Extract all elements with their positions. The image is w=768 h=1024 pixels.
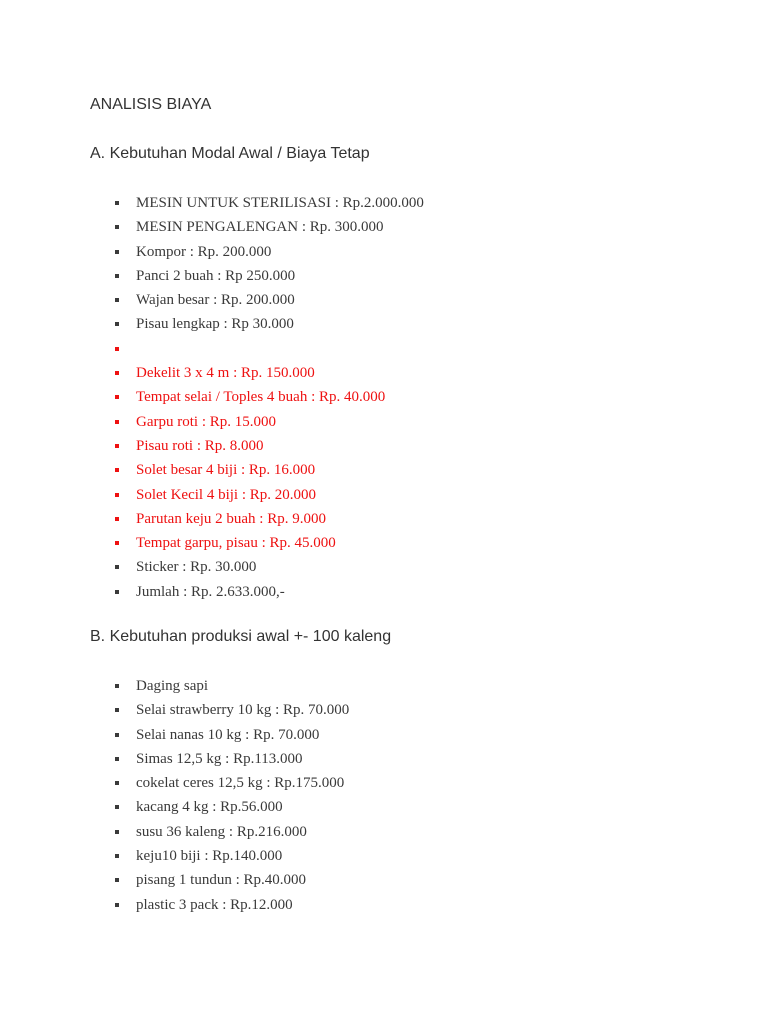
section-a-item-text: Sticker : Rp. 30.000 (136, 559, 257, 576)
square-bullet-icon (115, 298, 119, 302)
square-bullet-icon (115, 590, 119, 594)
square-bullet-icon (115, 347, 119, 351)
square-bullet-icon (115, 322, 119, 326)
section-b-item-text: Selai nanas 10 kg : Rp. 70.000 (136, 726, 320, 743)
square-bullet-icon (115, 830, 119, 834)
square-bullet-icon (115, 541, 119, 545)
square-bullet-icon (115, 565, 119, 569)
section-a-item-text: MESIN PENGALENGAN : Rp. 300.000 (136, 219, 384, 236)
square-bullet-icon (115, 274, 119, 278)
square-bullet-icon (115, 225, 119, 229)
square-bullet-icon (115, 757, 119, 761)
section-a-item-text: Dekelit 3 x 4 m : Rp. 150.000 (136, 365, 315, 382)
square-bullet-icon (115, 805, 119, 809)
section-a-item-text: Pisau lengkap : Rp 30.000 (136, 316, 294, 333)
square-bullet-icon (115, 854, 119, 858)
section-a-item-text: Solet Kecil 4 biji : Rp. 20.000 (136, 486, 316, 503)
section-a-item-text: Jumlah : Rp. 2.633.000,- (136, 583, 285, 600)
section-a-item-text: Solet besar 4 biji : Rp. 16.000 (136, 462, 316, 479)
square-bullet-icon (115, 684, 119, 688)
section-a-item-text: Tempat garpu, pisau : Rp. 45.000 (136, 535, 336, 552)
square-bullet-icon (115, 708, 119, 712)
section-b-item-text: Daging sapi (136, 678, 209, 694)
section-a-item-text: MESIN UNTUK STERILISASI : Rp.2.000.000 (136, 195, 424, 211)
square-bullet-icon (115, 371, 119, 375)
square-bullet-icon (115, 781, 119, 785)
section-b-item-text: Simas 12,5 kg : Rp.113.000 (136, 750, 303, 767)
section-b-item-text: pisang 1 tundun : Rp.40.000 (136, 872, 307, 889)
section-b-item-text: Selai strawberry 10 kg : Rp. 70.000 (136, 702, 350, 719)
section-a-item-text: Panci 2 buah : Rp 250.000 (136, 267, 296, 284)
section-a-item-text: Wajan besar : Rp. 200.000 (136, 292, 295, 309)
square-bullet-icon (115, 878, 119, 882)
section-a-item-text: Kompor : Rp. 200.000 (136, 243, 272, 260)
section-b-item-text: cokelat ceres 12,5 kg : Rp.175.000 (136, 775, 345, 792)
section-b-item-text: kacang 4 kg : Rp.56.000 (136, 799, 283, 816)
section-a-item-text: Garpu roti : Rp. 15.000 (136, 413, 276, 430)
section-a-item-text: Tempat selai / Toples 4 buah : Rp. 40.000 (136, 389, 386, 406)
square-bullet-icon (115, 733, 119, 737)
square-bullet-icon (115, 493, 119, 497)
section-b-item-text: susu 36 kaleng : Rp.216.000 (136, 823, 307, 840)
square-bullet-icon (115, 444, 119, 448)
square-bullet-icon (115, 395, 119, 399)
document-title: ANALISIS BIAYA (90, 96, 212, 113)
square-bullet-icon (115, 903, 119, 907)
square-bullet-icon (115, 517, 119, 521)
section-a-heading: A. Kebutuhan Modal Awal / Biaya Tetap (90, 145, 370, 162)
section-b-item-text: keju10 biji : Rp.140.000 (136, 848, 283, 865)
square-bullet-icon (115, 250, 119, 254)
square-bullet-icon (115, 201, 119, 205)
section-b-heading: B. Kebutuhan produksi awal +- 100 kaleng (90, 628, 392, 645)
section-a-item-text: Parutan keju 2 buah : Rp. 9.000 (136, 510, 326, 527)
section-b-item-text: plastic 3 pack : Rp.12.000 (136, 896, 293, 913)
section-a-item-text: Pisau roti : Rp. 8.000 (136, 437, 264, 454)
square-bullet-icon (115, 468, 119, 472)
square-bullet-icon (115, 420, 119, 424)
